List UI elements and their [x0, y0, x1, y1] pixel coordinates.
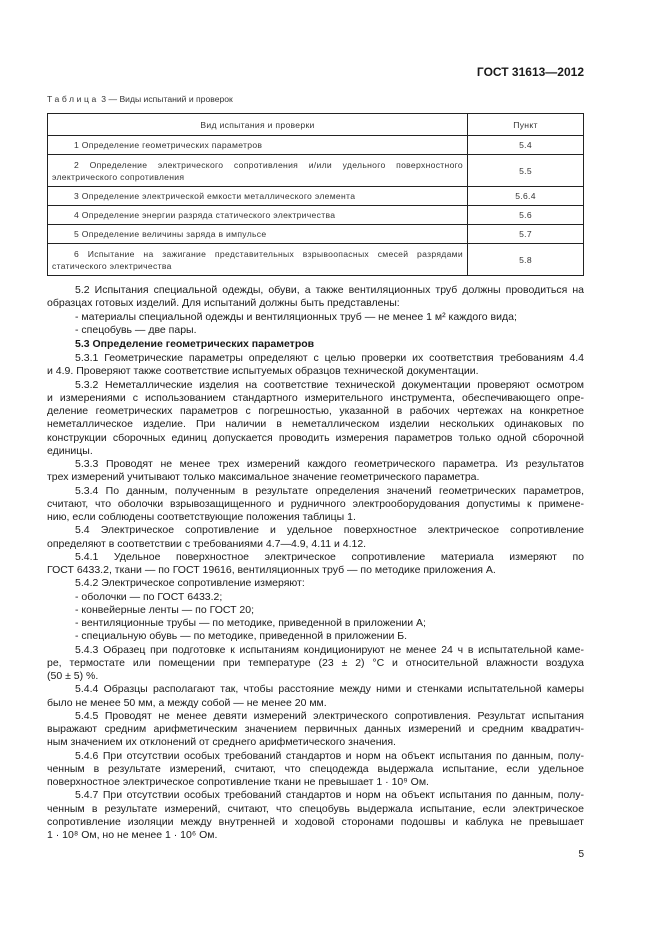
text-line: - спецобувь — две пары. — [75, 323, 197, 336]
table-row — [48, 206, 584, 225]
paragraph — [47, 485, 584, 525]
text-line: - материалы специальной одежды и вентиляционных труб — не менее 1 м² каждого вида; — [75, 310, 517, 323]
text-line: ре, термостате или помещении при температуре (23 ± 2) °С и относительной влажности воздуха — [47, 656, 584, 669]
document-header-standard-number: ГОСТ 31613—2012 — [476, 65, 584, 79]
table-row — [48, 244, 584, 276]
column-header-test-type: Вид испытания и проверки — [48, 114, 468, 136]
text-line: - специальную обувь — по методике, приведенной в приложении Б. — [75, 630, 408, 643]
text-line: ным значением их отклонений от среднего арифметического значения. — [47, 736, 396, 749]
text-line: (50 ± 5) %. — [47, 670, 99, 682]
paragraph — [47, 524, 584, 551]
list-item — [47, 630, 584, 643]
list-item — [47, 617, 584, 630]
text-line: конструкции сборочных единиц допускается проводить измерения параметров только одной сборочной — [47, 431, 584, 444]
column-header-clause: Пункт — [468, 114, 584, 136]
test-type-cell: 5 Определение величины заряда в импульсе — [48, 225, 468, 244]
text-line: образцах готовых изделий. Для испытаний должны быть представлены: — [47, 297, 400, 310]
text-line: и 4.9. Проверяют также соответствие испытуемых образцов технической документации. — [47, 365, 479, 378]
test-type-cell: 4 Определение энергии разряда статического электричества — [48, 206, 468, 225]
clause-cell: 5.6.4 — [468, 187, 584, 206]
text-line: поверхностное электрическое сопротивление ткани не превышает 1 · 10⁹ Ом. — [47, 776, 429, 788]
table-caption-label: Таблица — [47, 94, 99, 104]
list-item — [47, 324, 584, 337]
text-line: - конвейерные ленты — по ГОСТ 20; — [75, 603, 255, 616]
table-header-row — [48, 114, 584, 136]
text-line: 5.4.3 Образец при подготовке к испытаниям кондиционируют не менее 24 ч в испытательной каме- — [75, 643, 584, 656]
text-line: 5.3.4 По данным, полученным в результате определения значений геометрических параметров, — [75, 484, 584, 497]
tests-table — [47, 113, 584, 276]
text-line: и измерениями с использованием стандартного измерительного инструмента, обеспечивающего опре- — [47, 391, 584, 404]
text-line: 5.3 Определение геометрических параметров — [75, 338, 315, 350]
text-line: трех измерений учитывают только максимальное значение геометрического параметра. — [47, 471, 480, 484]
list-item — [47, 311, 584, 324]
text-line: 5.4.5 Проводят не менее девяти измерений электрического сопротивления. Результат испытания — [75, 709, 584, 722]
text-line: 5.3.1 Геометрические параметры определяют с целью проверки их соответствия требованиям 4.4 — [75, 352, 584, 364]
paragraph — [47, 458, 584, 485]
text-line: сопротивление изоляции между внутренней и ходовой сторонами подошвы и каблука не превышает — [47, 815, 584, 828]
test-type-cell: 2 Определение электрического сопротивления и/или удельного поверхностного электрического сопротивления — [48, 155, 468, 187]
test-type-cell: 3 Определение электрической емкости металлического элемента — [48, 187, 468, 206]
text-line: 5.4.2 Электрическое сопротивление измеряют: — [75, 577, 305, 590]
paragraph — [47, 352, 584, 379]
text-line: 5.4.6 При отсутствии особых требований стандартов и норм на объект испытания по данным, полу- — [75, 749, 584, 762]
test-type-cell: 6 Испытание на зажигание представительных взрывоопасных смесей разрядами статического электричества — [48, 244, 468, 276]
text-line: 5.3.3 Проводят не менее трех измерений каждого геометрического параметра. Из результатов — [75, 458, 584, 470]
paragraph — [47, 379, 584, 459]
text-line: деление геометрических параметров с погрешностью, указанной в рабочих чертежах на конкретное — [47, 405, 584, 417]
paragraph — [47, 577, 584, 590]
clause-cell: 5.6 — [468, 206, 584, 225]
paragraph — [47, 551, 584, 578]
text-line: 5.4.1 Удельное поверхностное электрическое сопротивление материала измеряют по — [75, 550, 584, 563]
table-row — [48, 225, 584, 244]
clause-cell: 5.7 — [468, 225, 584, 244]
text-line: 5.4.7 При отсутствии особых требований стандартов и норм на объект испытания по данным, полу- — [75, 789, 584, 802]
paragraph — [47, 284, 584, 311]
clause-cell: 5.8 — [468, 244, 584, 276]
text-line: выражают средним арифметическим значением первичных данных измерений и средним квадратич- — [47, 723, 584, 735]
paragraph — [47, 789, 584, 842]
text-line: 5.4 Электрическое сопротивление и удельное поверхностное электрическое сопротивление — [75, 524, 584, 537]
text-line: нию, если соблюдены соответствующие положения таблицы 1. — [47, 511, 356, 523]
paragraph — [47, 710, 584, 750]
text-line: считают, что оболочки взрывозащищенного и рудничного электрооборудования допустимы к примене- — [47, 497, 584, 510]
clause-cell: 5.4 — [468, 136, 584, 155]
list-item — [47, 604, 584, 617]
table-row — [48, 155, 584, 187]
document-body — [47, 284, 584, 842]
text-line: 5.2 Испытания специальной одежды, обуви, а также вентиляционных труб должны проводиться на — [75, 284, 584, 296]
text-line: 5.3.2 Неметаллические изделия на соответствие технической документации проверяют осмотром — [75, 378, 584, 391]
test-type-cell: 1 Определение геометрических параметров — [48, 136, 468, 155]
table-caption — [47, 94, 233, 104]
paragraph — [47, 644, 584, 684]
clause-cell: 5.5 — [468, 155, 584, 187]
table-row — [48, 187, 584, 206]
text-line: ченным в результате измерений, считают, что спецобувь выдержала испытание, если электрическое — [47, 802, 584, 815]
text-line: неметаллическое изделие. При наличии в неметаллическом изделии нескольких одинаковых по — [47, 418, 584, 431]
text-line: ченным в результате измерений, считают, что спецодежда выдержала испытание, если удельное — [47, 762, 584, 775]
section-heading — [47, 337, 584, 352]
list-item — [47, 591, 584, 604]
table-row — [48, 136, 584, 155]
text-line: - оболочки — по ГОСТ 6433.2; — [75, 590, 223, 603]
table-caption-title: 3 — Виды испытаний и проверок — [98, 94, 233, 104]
paragraph — [47, 750, 584, 790]
text-line: определяют в соответствии с требованиями 4.7—4.9, 4.11 и 4.12. — [47, 537, 367, 550]
text-line: 1 · 10⁸ Ом, но не менее 1 · 10⁶ Ом. — [47, 829, 218, 841]
text-line: 5.4.4 Образцы располагают так, чтобы расстояние между ними и стенками испытательной камеры — [75, 683, 584, 696]
text-line: ГОСТ 6433.2, ткани — по ГОСТ 19616, вентиляционных труб — по методике приложения А. — [47, 564, 496, 576]
text-line: - вентиляционные трубы — по методике, приведенной в приложении А; — [75, 617, 426, 629]
page-number: 5 — [578, 849, 584, 860]
text-line: было не менее 50 мм, а между собой — не менее 20 мм. — [47, 696, 327, 709]
text-line: единицы. — [47, 444, 93, 457]
paragraph — [47, 683, 584, 710]
